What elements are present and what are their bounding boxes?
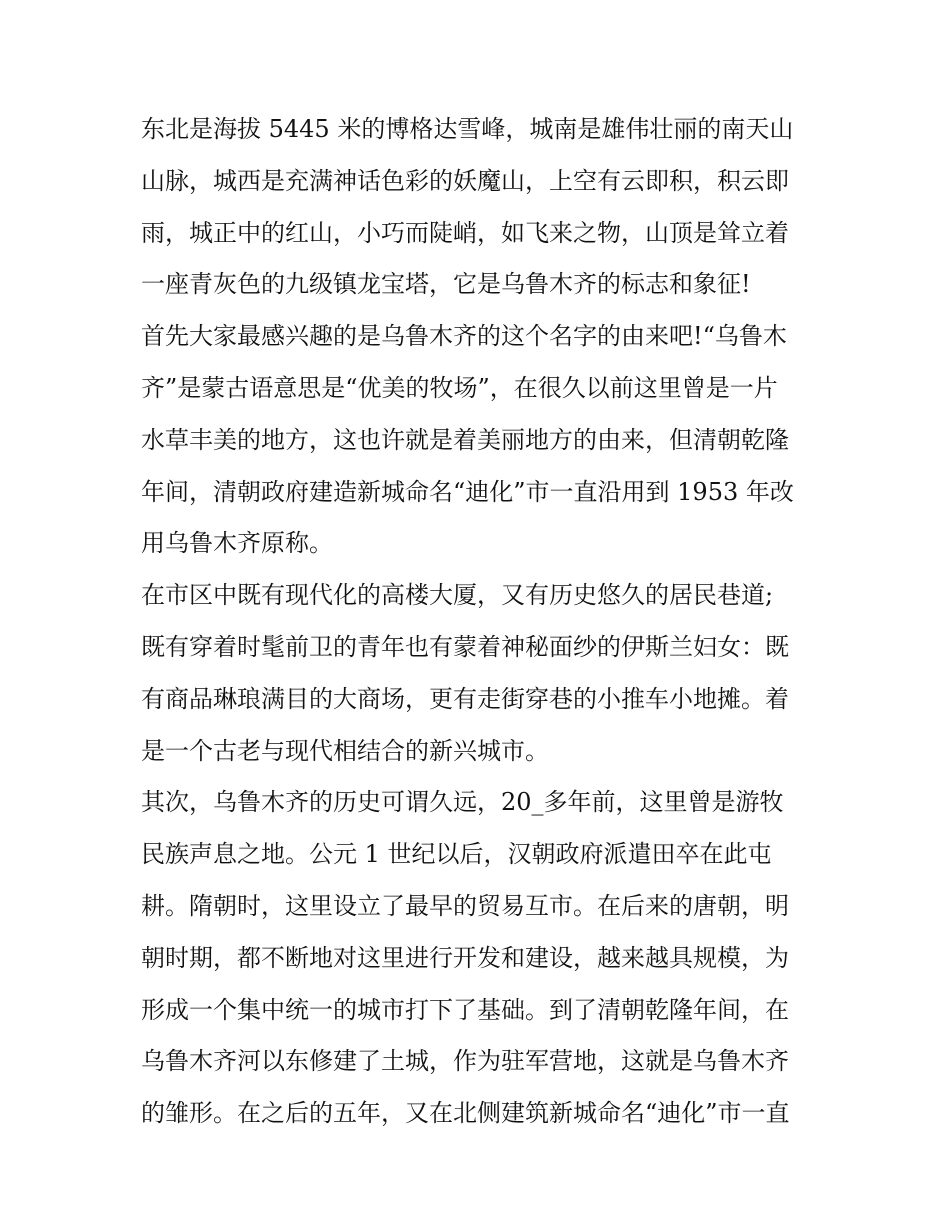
text-line: 既有穿着时髦前卫的青年也有蒙着神秘面纱的伊斯兰妇女：既 [141, 632, 789, 661]
text-line: 乌鲁木齐河以东修建了土城，作为驻军营地，这就是乌鲁木齐 [141, 1047, 789, 1076]
text-line: 的雏形。在之后的五年，又在北侧建筑新城命名“迪化”市一直 [141, 1099, 790, 1128]
text-line: 山脉，城西是充满神话色彩的妖魔山，上空有云即积，积云即 [141, 166, 789, 195]
text-line: 雨，城正中的红山，小巧而陡峭，如飞来之物，山顶是耸立着 [141, 218, 789, 247]
text-line: 用乌鲁木齐原称。 [141, 529, 333, 558]
text-line: 形成一个集中统一的城市打下了基础。到了清朝乾隆年间，在 [141, 995, 789, 1024]
text-line: 齐”是蒙古语意思是“优美的牧场”，在很久以前这里曾是一片 [141, 373, 778, 402]
document-body [141, 104, 817, 1140]
text-line: 年间，清朝政府建造新城命名“迪化”市一直沿用到 1953 年改 [141, 477, 794, 506]
text-line: 朝时期，都不断地对这里进行开发和建设，越来越具规模，为 [141, 943, 789, 972]
text-line: 首先大家最感兴趣的是乌鲁木齐的这个名字的由来吧!“乌鲁木 [141, 322, 787, 351]
text-line: 是一个古老与现代相结合的新兴城市。 [141, 736, 549, 765]
text-line: 民族声息之地。公元 1 世纪以后，汉朝政府派遣田卒在此屯 [141, 840, 772, 869]
text-line: 水草丰美的地方，这也许就是着美丽地方的由来，但清朝乾隆 [141, 425, 789, 454]
text-line: 其次，乌鲁木齐的历史可谓久远，20_多年前，这里曾是游牧 [141, 788, 784, 817]
text-line: 有商品琳琅满目的大商场，更有走街穿巷的小推车小地摊。着 [141, 684, 789, 713]
text-line: 在市区中既有现代化的高楼大厦，又有历史悠久的居民巷道; [141, 581, 774, 610]
text-line: 耕。隋朝时，这里设立了最早的贸易互市。在后来的唐朝，明 [141, 891, 789, 920]
text-line: 东北是海拔 5445 米的博格达雪峰，城南是雄伟壮丽的南天山 [141, 115, 794, 143]
text-line: 一座青灰色的九级镇龙宝塔，它是乌鲁木齐的标志和象征! [141, 270, 751, 299]
